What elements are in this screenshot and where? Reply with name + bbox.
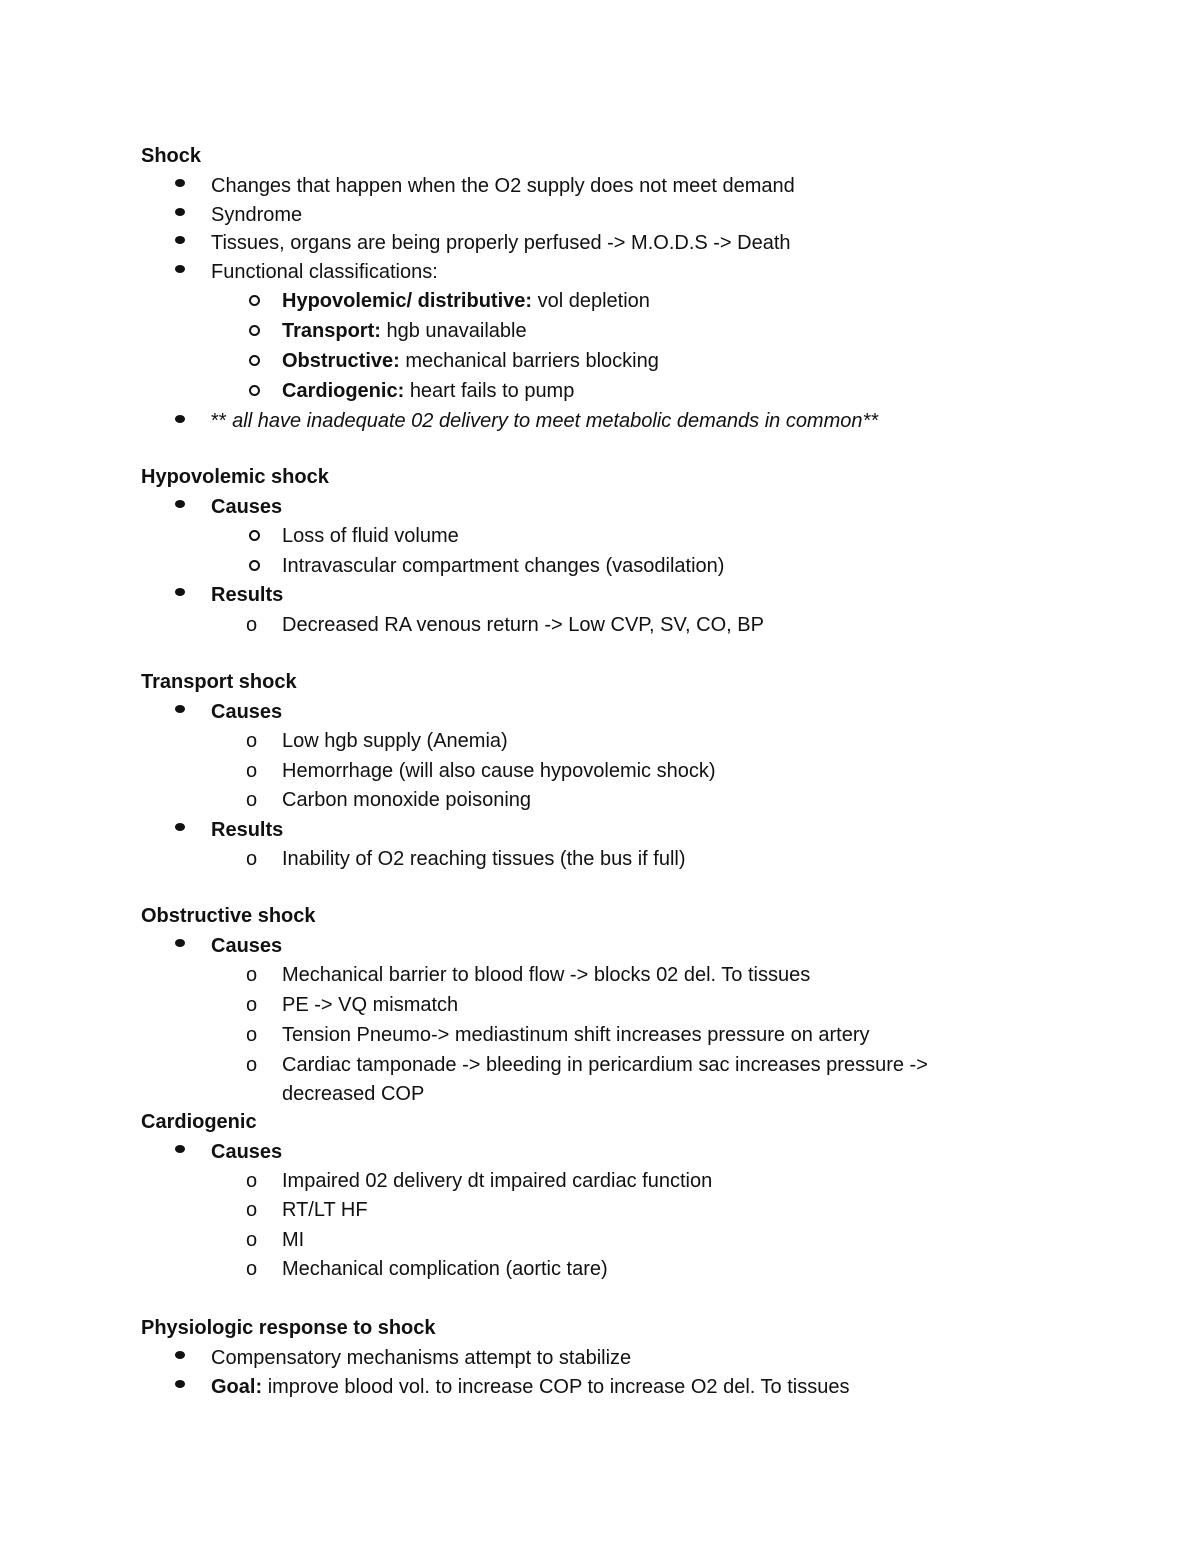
bullet-disc-icon — [175, 823, 185, 831]
bullet-circle-icon: o — [246, 964, 258, 986]
list-subitem — [282, 316, 527, 346]
section-heading: Cardiogenic — [141, 1111, 257, 1133]
list-subitem: Tension Pneumo-> mediastinum shift increases pressure on artery — [282, 1024, 870, 1046]
list-subitem-continuation: decreased COP — [282, 1083, 425, 1105]
list-subitem: Low hgb supply (Anemia) — [282, 730, 508, 752]
section-heading: Hypovolemic shock — [141, 466, 329, 488]
list-subitem — [282, 346, 659, 376]
term-label: Obstructive: — [282, 350, 400, 372]
list-subitem: Impaired 02 delivery dt impaired cardiac function — [282, 1170, 713, 1192]
list-subitem: MI — [282, 1229, 305, 1251]
bullet-disc-icon — [175, 415, 185, 423]
section-heading: Obstructive shock — [141, 905, 316, 927]
list-subitem: Mechanical barrier to blood flow -> blocks 02 del. To tissues — [282, 964, 811, 986]
list-subitem — [282, 376, 574, 406]
list-item: Functional classifications: — [211, 261, 438, 283]
bullet-circle-icon: o — [246, 760, 258, 782]
list-subitem: Carbon monoxide poisoning — [282, 789, 532, 811]
list-item: Syndrome — [211, 204, 303, 226]
list-subitem: PE -> VQ mismatch — [282, 994, 459, 1016]
section-heading: Shock — [141, 145, 202, 167]
bullet-circle-icon: o — [246, 1258, 258, 1280]
list-item: Changes that happen when the O2 supply does not meet demand — [211, 175, 795, 197]
bullet-circle-icon: o — [246, 1170, 258, 1192]
section-heading: Transport shock — [141, 671, 297, 693]
bullet-circle-icon: o — [246, 789, 258, 811]
term-label: Goal: — [211, 1376, 263, 1398]
list-subitem: Mechanical complication (aortic tare) — [282, 1258, 608, 1280]
bullet-circle-icon: o — [246, 848, 258, 870]
bullet-disc-icon — [175, 939, 185, 947]
list-item: Tissues, organs are being properly perfused -> M.O.D.S -> Death — [211, 232, 791, 254]
list-item — [211, 406, 878, 436]
list-item — [211, 1372, 849, 1402]
bullet-circle-icon: o — [246, 1229, 258, 1251]
list-subitem: Loss of fluid volume — [282, 525, 459, 547]
bullet-ring-icon — [249, 355, 260, 366]
bullet-circle-icon: o — [246, 1024, 258, 1046]
list-item: Causes — [211, 1141, 283, 1163]
term-label: Hypovolemic/ distributive: — [282, 290, 533, 312]
bullet-ring-icon — [249, 325, 260, 336]
list-item: Causes — [211, 935, 283, 957]
bullet-circle-icon: o — [246, 1199, 258, 1221]
list-subitem: RT/LT HF — [282, 1199, 368, 1221]
bullet-disc-icon — [175, 179, 185, 187]
term-text: heart fails to pump — [409, 380, 575, 402]
list-subitem: Intravascular compartment changes (vasodilation) — [282, 555, 725, 577]
bullet-circle-icon: o — [246, 730, 258, 752]
term-label: Transport: — [282, 320, 381, 342]
bullet-circle-icon: o — [246, 614, 258, 636]
emphasis-prefix: ** — [211, 410, 227, 432]
bullet-disc-icon — [175, 208, 185, 216]
term-label: Cardiogenic: — [282, 380, 405, 402]
list-subitem: Inability of O2 reaching tissues (the bus if full) — [282, 848, 686, 870]
list-item: Compensatory mechanisms attempt to stabilize — [211, 1347, 632, 1369]
bullet-ring-icon — [249, 560, 260, 571]
bullet-circle-icon: o — [246, 994, 258, 1016]
bullet-disc-icon — [175, 265, 185, 273]
term-text: improve blood vol. to increase COP to increase O2 del. To tissues — [267, 1376, 850, 1398]
list-item: Results — [211, 584, 284, 606]
bullet-ring-icon — [249, 385, 260, 396]
list-subitem — [282, 286, 650, 316]
bullet-disc-icon — [175, 1380, 185, 1388]
list-subitem: Hemorrhage (will also cause hypovolemic shock) — [282, 760, 716, 782]
bullet-disc-icon — [175, 705, 185, 713]
term-text: mechanical barriers blocking — [405, 350, 659, 372]
list-subitem: Decreased RA venous return -> Low CVP, SV, CO, BP — [282, 614, 764, 636]
bullet-disc-icon — [175, 1145, 185, 1153]
list-item: Results — [211, 819, 284, 841]
bullet-ring-icon — [249, 530, 260, 541]
term-text: vol depletion — [537, 290, 650, 312]
list-item: Causes — [211, 496, 283, 518]
bullet-ring-icon — [249, 295, 260, 306]
list-subitem: Cardiac tamponade -> bleeding in pericardium sac increases pressure -> — [282, 1054, 928, 1076]
bullet-disc-icon — [175, 588, 185, 596]
bullet-disc-icon — [175, 500, 185, 508]
bullet-disc-icon — [175, 1351, 185, 1359]
term-text: hgb unavailable — [386, 320, 527, 342]
section-heading: Physiologic response to shock — [141, 1317, 436, 1339]
bullet-circle-icon: o — [246, 1054, 258, 1076]
list-item: Causes — [211, 701, 283, 723]
bullet-disc-icon — [175, 236, 185, 244]
emphasis-note: all have inadequate 02 delivery to meet metabolic demands in common** — [232, 410, 879, 432]
